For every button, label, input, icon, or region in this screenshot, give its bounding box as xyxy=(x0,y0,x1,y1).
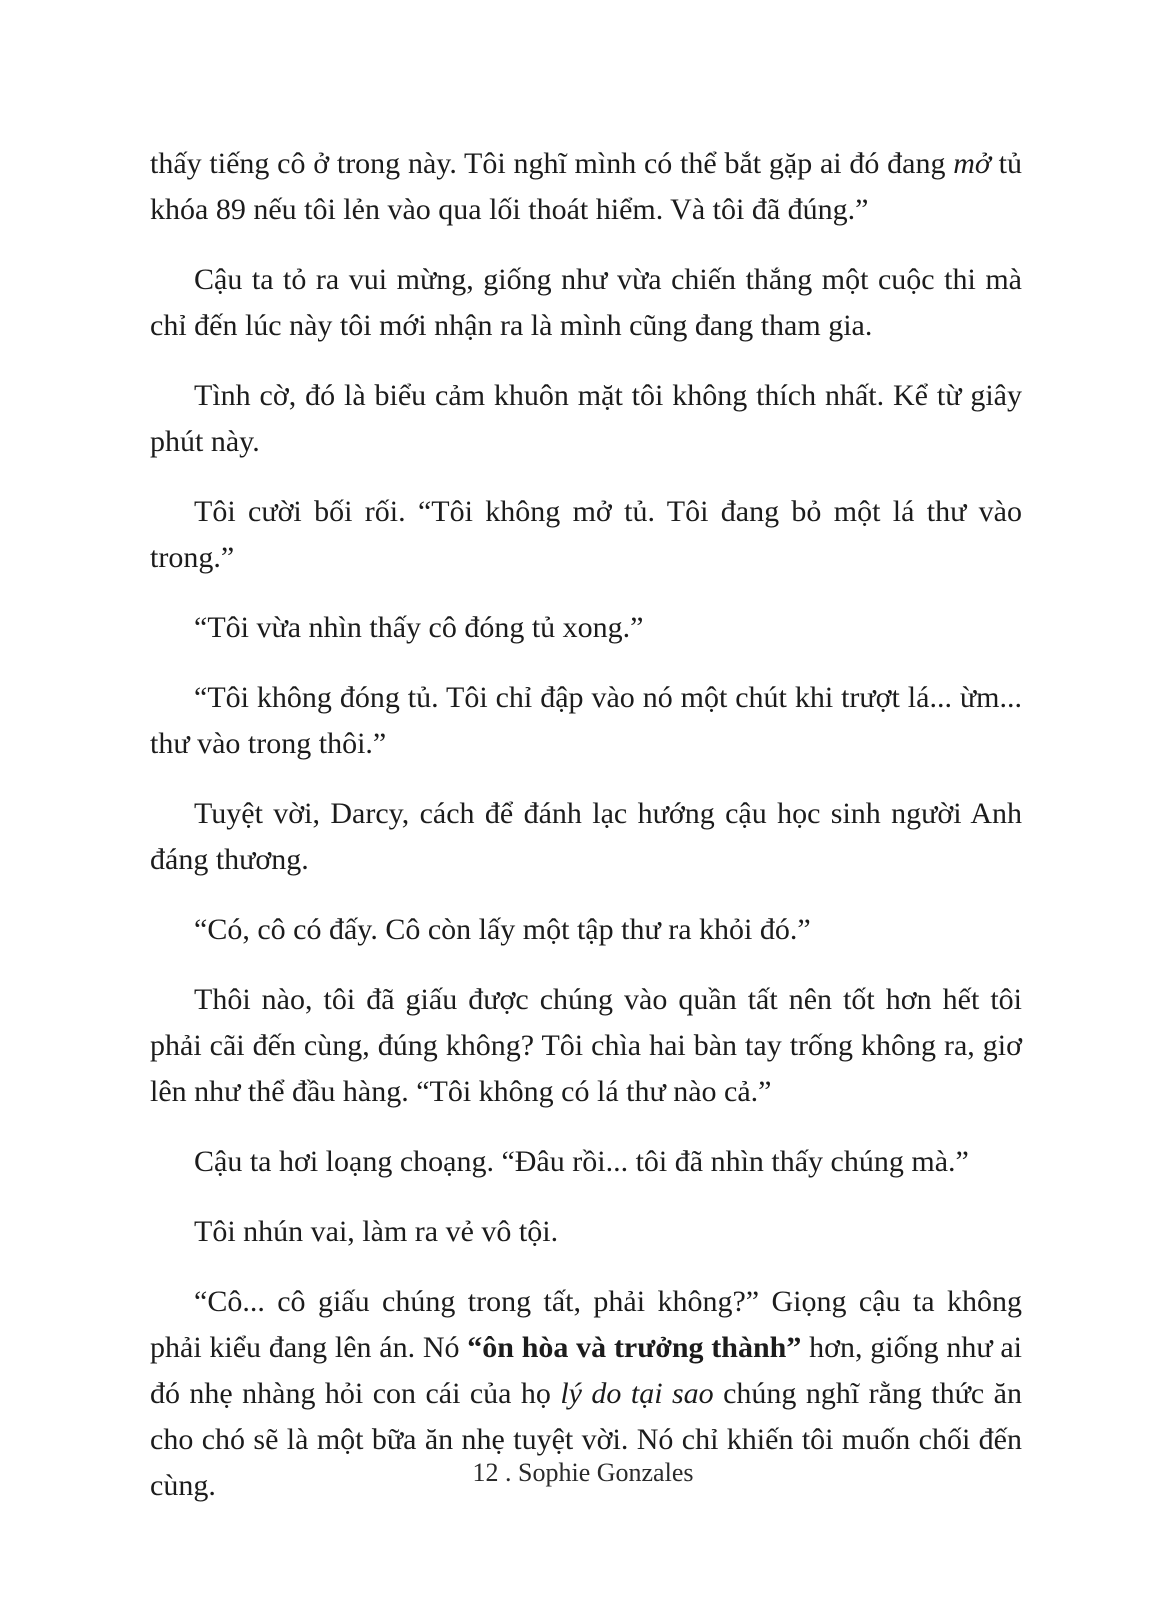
paragraph xyxy=(150,141,1022,233)
paragraph xyxy=(150,373,1022,465)
text-segment: “Có, cô có đấy. Cô còn lấy một tập thư ra khỏi đó.” xyxy=(194,913,811,946)
paragraph xyxy=(150,1139,1022,1185)
text-segment-bold: “ôn hòa và trưởng thành” xyxy=(467,1331,802,1364)
paragraph xyxy=(150,791,1022,883)
text-segment: thấy tiếng cô ở trong này. Tôi nghĩ mình có thể bắt gặp ai đó đang xyxy=(150,147,954,180)
text-segment: Tôi nhún vai, làm ra vẻ vô tội. xyxy=(194,1215,559,1248)
paragraph xyxy=(150,907,1022,953)
paragraph xyxy=(150,605,1022,651)
paragraph xyxy=(150,257,1022,349)
text-segment-italic: mở xyxy=(953,147,991,180)
text-segment: Thôi nào, tôi đã giấu được chúng vào quần tất nên tốt hơn hết tôi phải cãi đến cùng, đúng không? Tôi chìa hai bàn tay trống không ra, giơ lên như thể đầu hàng. “Tôi không có lá thư nào cả.” xyxy=(150,983,1022,1108)
text-segment-italic: lý do tại sao xyxy=(560,1377,714,1410)
text-segment: Tuyệt vời, Darcy, cách để đánh lạc hướng cậu học sinh người Anh đáng thương. xyxy=(150,797,1022,876)
text-segment: tủ khóa 89 nếu tôi lẻn vào qua lối thoát hiểm. Và tôi đã đúng.” xyxy=(150,147,1023,226)
paragraph xyxy=(150,489,1022,581)
text-segment: Cậu ta hơi loạng choạng. “Đâu rồi... tôi đã nhìn thấy chúng mà.” xyxy=(194,1145,969,1178)
text-segment: Tôi cười bối rối. “Tôi không mở tủ. Tôi đang bỏ một lá thư vào trong.” xyxy=(150,495,1022,574)
text-segment: chúng nghĩ rằng thức ăn cho chó sẽ là một bữa ăn nhẹ tuyệt vời. Nó chỉ khiến tôi muốn chối đến cùng. xyxy=(150,1377,1022,1502)
text-segment: hơn, giống như ai đó nhẹ nhàng hỏi con cái của họ xyxy=(150,1331,1022,1410)
paragraph xyxy=(150,1209,1022,1255)
page-footer: 12 . Sophie Gonzales xyxy=(472,1458,694,1487)
page-text xyxy=(150,141,1022,1533)
text-segment: “Tôi vừa nhìn thấy cô đóng tủ xong.” xyxy=(194,611,644,644)
text-segment: “Cô... cô giấu chúng trong tất, phải không?” Giọng cậu ta không phải kiểu đang lên án. Nó xyxy=(150,1285,1022,1364)
paragraph xyxy=(150,977,1022,1115)
paragraph xyxy=(150,675,1022,767)
text-segment: Cậu ta tỏ ra vui mừng, giống như vừa chiến thắng một cuộc thi mà chỉ đến lúc này tôi mới nhận ra là mình cũng đang tham gia. xyxy=(150,263,1022,342)
text-segment: Tình cờ, đó là biểu cảm khuôn mặt tôi không thích nhất. Kể từ giây phút này. xyxy=(150,379,1022,458)
text-segment: “Tôi không đóng tủ. Tôi chỉ đập vào nó một chút khi trượt lá... ừm... thư vào trong thôi.” xyxy=(150,681,1022,760)
